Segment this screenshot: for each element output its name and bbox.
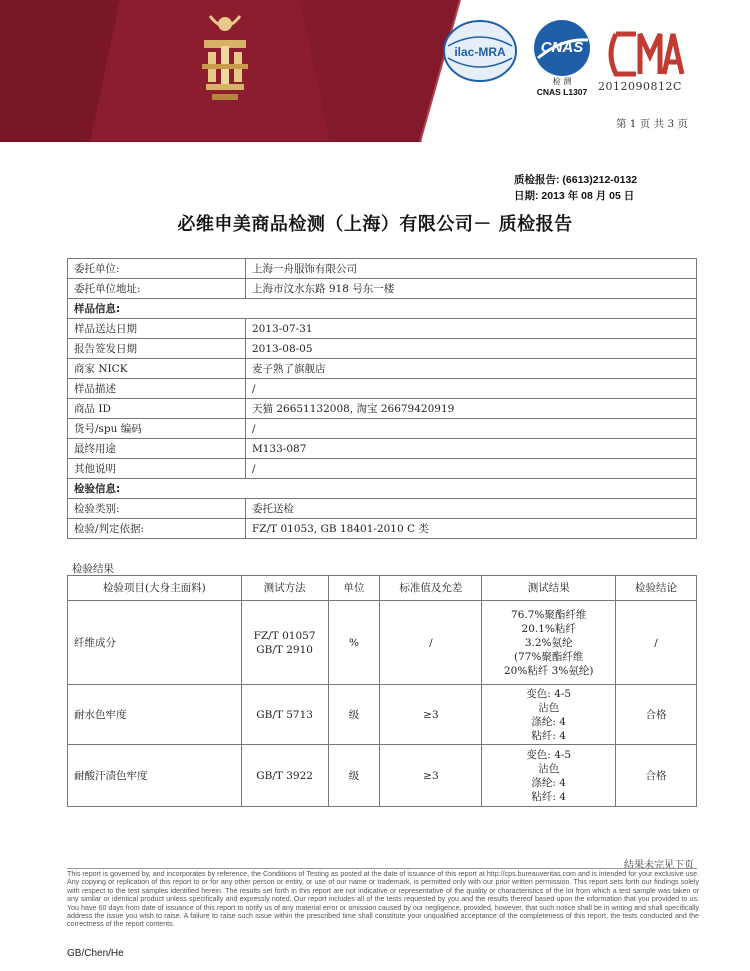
address-label: 委托单位地址: [68,279,246,299]
section-row [68,479,697,499]
test-unit: 级 [328,745,380,807]
report-meta [514,172,637,204]
test-standard: ≥3 [380,685,482,745]
report-date: 日期: 2013 年 08 月 05 日 [514,190,635,202]
test-item: 纤维成分 [68,601,242,685]
column-header: 单位 [328,576,380,601]
divider [67,868,697,869]
method-line: GB/T 3922 [256,769,313,782]
table-row [68,279,697,299]
table-row [68,439,697,459]
table-row [68,459,697,479]
test-conclusion: / [616,601,697,685]
page-title: 必维申美商品检测（上海）有限公司－ 质检报告 [177,214,573,235]
row-label: 货号/spu 编码 [68,419,246,439]
disclaimer-text: This report is governed by, and incorporates by reference, the Conditions of Testing as posted at the date of issuance of this report at http://cps.bureauveritas.com and is intended for your exclusive use. Any copying or replication of this report to or for any other person or entity, or use of our name or trademark, is permitted only with our prior written permission. This report sets forth our findings solely with respect to the test samples identified herein. The results set forth in this report are not indicative or representative of the quality or characteristics of the lot from which a test sample was taken or any similar or identical product unless specifically and expressly noted. Our report includes all of the tests requested by you and the results thereof based upon the information that you provided to us. You have 60 days from date of issuance of this report to notify us of any material error or omission caused by our negligence, provided, however, that such notice shall be in writing and shall specifically address the issue you wish to raise. A failure to raise such issue within the prescribed time shall constitute your unqualified acceptance of the completeness of this report, the tests conducted and the correctness of the report contents. [67,870,699,929]
table-row [68,419,697,439]
column-header: 测试方法 [241,576,328,601]
test-result [482,745,616,807]
cnas-logo [524,18,600,98]
table-row [68,745,697,807]
results-table [67,575,697,807]
test-result [482,601,616,685]
row-value: M133-087 [246,439,697,459]
table-row [68,359,697,379]
test-method [241,685,328,745]
row-value: FZ/T 01053, GB 18401-2010 C 类 [246,519,697,539]
test-result [482,685,616,745]
result-line: (77%聚酯纤维 [513,650,584,663]
row-label: 样品描述 [68,379,246,399]
row-label: 检验/判定依据: [68,519,246,539]
results-caption: 检验结果 [72,563,114,575]
result-line: 3.2%氨纶 [524,636,573,649]
svg-text:CNAS: CNAS [540,39,584,56]
table-row [68,379,697,399]
result-line: 沾色 [538,762,560,775]
row-label: 商品 ID [68,399,246,419]
row-label: 样品送达日期 [68,319,246,339]
method-line: FZ/T 01057 [253,629,316,642]
result-line: 粘纤: 4 [531,790,566,803]
row-label: 检验类别: [68,499,246,519]
column-header: 标准值及允差 [380,576,482,601]
result-line: 涤纶: 4 [531,715,566,728]
test-standard: / [380,601,482,685]
row-label: 其他说明 [68,459,246,479]
table-row [68,339,697,359]
test-conclusion: 合格 [616,745,697,807]
row-label: 最终用途 [68,439,246,459]
result-line: 20.1%粘纤 [521,622,576,635]
table-row [68,499,697,519]
footer-code: GB/Chen/He [67,948,124,959]
table-row [68,259,697,279]
row-value: / [246,419,697,439]
client-label: 委托单位: [68,259,246,279]
test-unit: % [328,601,380,685]
table-row [68,601,697,685]
svg-text:CNAS L1307: CNAS L1307 [536,87,588,97]
test-method [241,601,328,685]
company-logo [190,6,260,106]
row-value: / [246,379,697,399]
result-line: 20%粘纤 3%氨纶) [503,664,594,677]
column-header: 检验项目(大身主面料) [68,576,242,601]
row-label: 报告签发日期 [68,339,246,359]
row-label: 商家 NICK [68,359,246,379]
result-line: 变色: 4-5 [526,748,572,761]
test-item: 耐水色牢度 [68,685,242,745]
test-unit: 级 [328,685,380,745]
method-line: GB/T 5713 [256,708,313,721]
test-standard: ≥3 [380,745,482,807]
results-header-row [68,576,697,601]
report-number: 质检报告: (6613)212-0132 [514,174,638,186]
page-indicator: 第 1 页 共 3 页 [615,118,688,130]
result-line: 变色: 4-5 [526,687,572,700]
row-value: / [246,459,697,479]
table-row [68,519,697,539]
row-value: 麦子熟了旗舰店 [246,359,697,379]
test-method [241,745,328,807]
table-row [68,399,697,419]
row-value: 委托送检 [246,499,697,519]
ilac-mra-logo [440,18,520,84]
method-line: GB/T 2910 [256,643,313,656]
column-header: 检验结论 [616,576,697,601]
row-value: 2013-08-05 [246,339,697,359]
address-value: 上海市汶水东路 918 号东一楼 [246,279,697,299]
result-line: 涤纶: 4 [531,776,566,789]
row-value: 2013-07-31 [246,319,697,339]
client-value: 上海一舟服饰有限公司 [246,259,697,279]
test-item: 耐酸汗渍色牢度 [68,745,242,807]
sample-section-heading: 样品信息: [68,299,697,319]
info-table [67,258,697,539]
test-conclusion: 合格 [616,685,697,745]
result-line: 沾色 [538,701,560,714]
cma-cert-number: 2012090812C [598,80,682,93]
table-row [68,319,697,339]
inspection-section-heading: 检验信息: [68,479,697,499]
cma-logo [600,24,690,84]
svg-text:ilac-MRA: ilac-MRA [454,45,506,59]
continued-note: 结果未完见下页 [624,860,694,871]
table-row [68,685,697,745]
column-header: 测试结果 [482,576,616,601]
svg-text:检 测: 检 测 [552,77,572,86]
section-row [68,299,697,319]
result-line: 76.7%聚酯纤维 [511,608,587,621]
result-line: 粘纤: 4 [531,729,566,742]
row-value: 天猫 26651132008, 淘宝 26679420919 [246,399,697,419]
